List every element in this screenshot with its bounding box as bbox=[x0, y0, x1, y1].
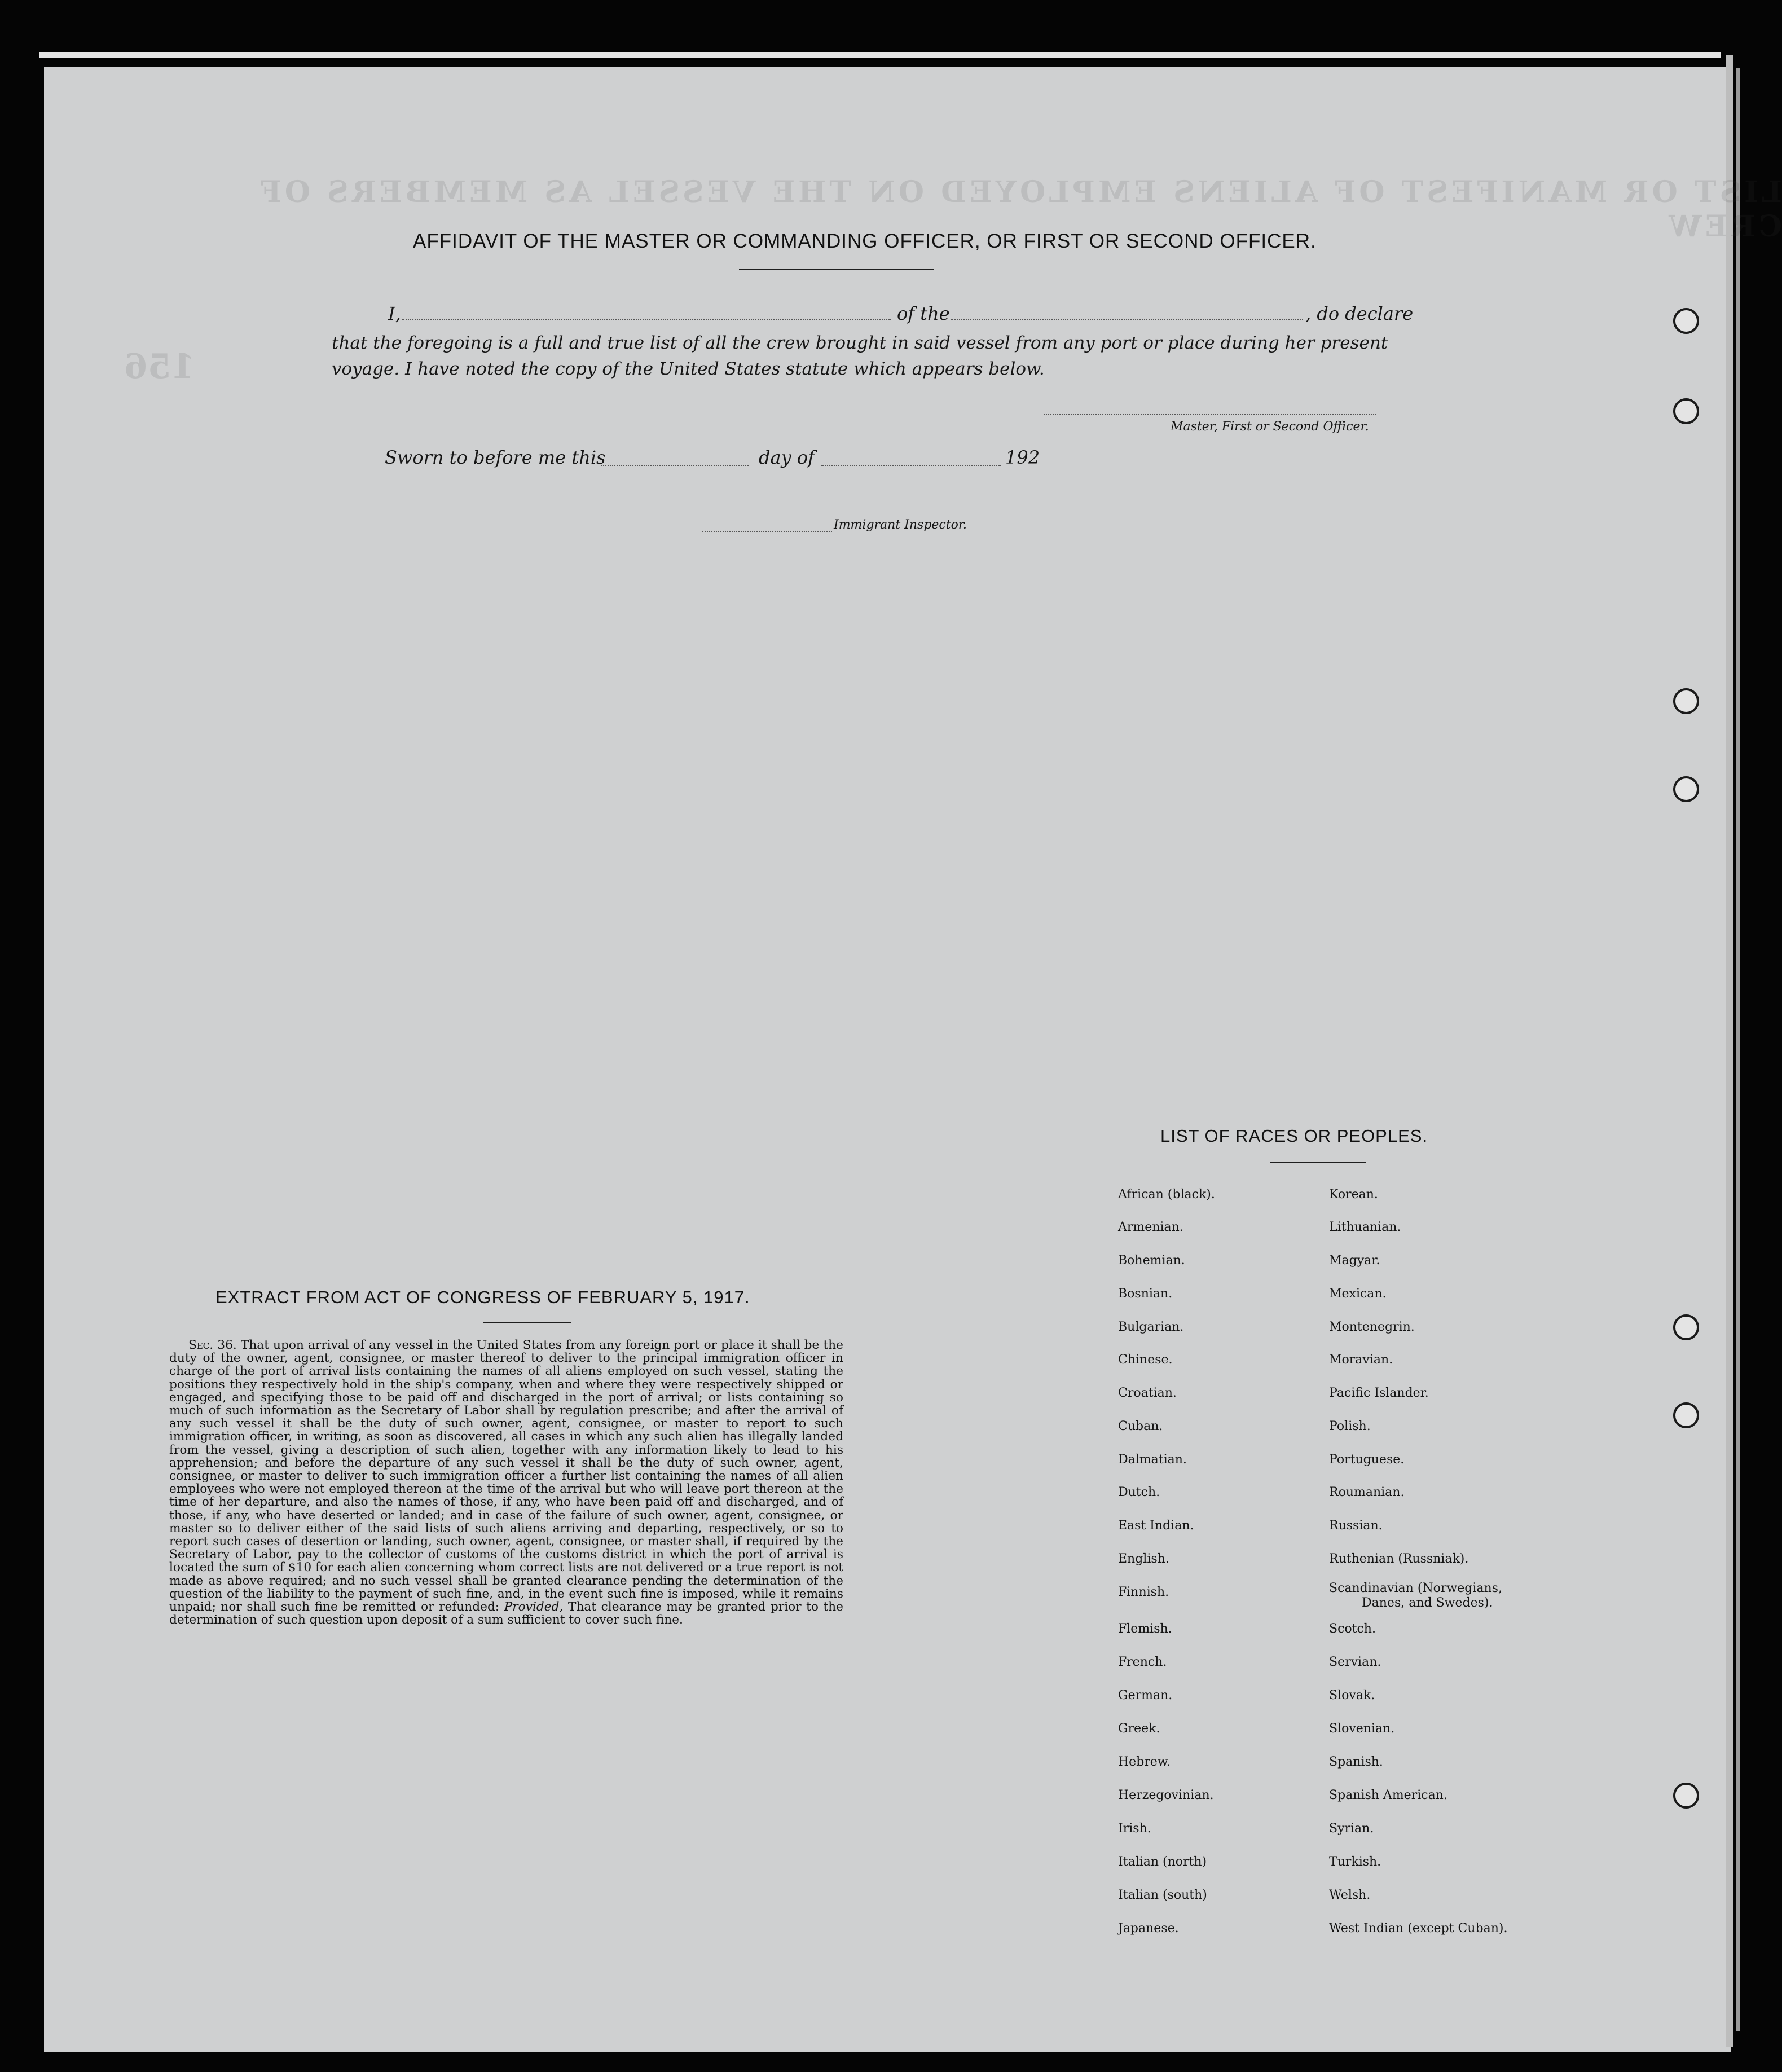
race-item: Italian (south) bbox=[1118, 1888, 1207, 1902]
race-item-continuation: Danes, and Swedes). bbox=[1362, 1596, 1493, 1610]
sworn-month-field[interactable] bbox=[821, 447, 1001, 466]
race-item: East Indian. bbox=[1118, 1519, 1194, 1533]
do-declare-label: , do declare bbox=[1305, 303, 1414, 324]
race-item: Magyar. bbox=[1329, 1253, 1380, 1268]
section-label: Sec. 36. bbox=[188, 1338, 237, 1352]
race-item: Montenegrin. bbox=[1329, 1320, 1415, 1334]
race-item: English. bbox=[1118, 1552, 1169, 1566]
provided-label: Provided, bbox=[504, 1600, 564, 1615]
binder-hole-6 bbox=[1673, 1402, 1699, 1428]
sworn-day-of-label: day of bbox=[759, 447, 815, 468]
page-edge-right-2 bbox=[1736, 68, 1740, 2031]
race-item: Slovak. bbox=[1329, 1688, 1375, 1703]
race-item: French. bbox=[1118, 1655, 1167, 1669]
race-item: Bosnian. bbox=[1118, 1287, 1173, 1301]
race-item: Scandinavian (Norwegians, bbox=[1329, 1581, 1502, 1595]
race-item: Spanish. bbox=[1329, 1755, 1383, 1769]
race-item: Ruthenian (Russniak). bbox=[1329, 1552, 1469, 1566]
race-item: Dutch. bbox=[1118, 1485, 1160, 1499]
binder-hole-5 bbox=[1673, 1314, 1699, 1340]
race-item: Lithuanian. bbox=[1329, 1220, 1401, 1234]
race-item: African (black). bbox=[1118, 1187, 1215, 1202]
sworn-year-label: 192 bbox=[1005, 447, 1040, 468]
race-item: Croatian. bbox=[1118, 1386, 1177, 1400]
race-item: Korean. bbox=[1329, 1187, 1378, 1202]
race-item: Dalmatian. bbox=[1118, 1453, 1187, 1467]
affidavit-statement-line-2: that the foregoing is a full and true list of all the crew brought in said vessel from any port or place during her present bbox=[332, 333, 1388, 353]
bleed-through-number: 156 bbox=[124, 347, 195, 386]
extract-title: EXTRACT FROM ACT OF CONGRESS OF FEBRUARY 5, 1917. bbox=[215, 1287, 750, 1307]
affidavit-title-rule bbox=[739, 269, 934, 270]
race-item: Cuban. bbox=[1118, 1419, 1163, 1433]
race-item: Welsh. bbox=[1329, 1888, 1371, 1902]
race-item: Bohemian. bbox=[1118, 1253, 1185, 1268]
extract-title-rule bbox=[483, 1322, 571, 1323]
inspector-signature-line[interactable] bbox=[702, 516, 832, 532]
race-item: Spanish American. bbox=[1329, 1788, 1447, 1802]
declarant-label: I, bbox=[388, 303, 401, 324]
declarant-name-field[interactable] bbox=[402, 302, 891, 320]
master-signature-line[interactable] bbox=[1044, 398, 1376, 415]
inspector-label: Immigrant Inspector. bbox=[834, 518, 967, 532]
race-item: Scotch. bbox=[1329, 1622, 1376, 1636]
race-item: Japanese. bbox=[1118, 1921, 1179, 1935]
race-item: Armenian. bbox=[1118, 1220, 1183, 1234]
binder-hole-2 bbox=[1673, 398, 1699, 424]
race-item: Hebrew. bbox=[1118, 1755, 1171, 1769]
race-item: Pacific Islander. bbox=[1329, 1386, 1429, 1400]
races-title: LIST OF RACES OR PEOPLES. bbox=[1160, 1126, 1428, 1146]
affidavit-title: AFFIDAVIT OF THE MASTER OR COMMANDING OFFICER, OR FIRST OR SECOND OFFICER. bbox=[413, 230, 1317, 252]
master-signature-label: Master, First or Second Officer. bbox=[1171, 420, 1369, 434]
race-item: Servian. bbox=[1329, 1655, 1381, 1669]
sworn-day-field[interactable] bbox=[601, 447, 749, 466]
page-edge-right bbox=[1726, 55, 1733, 2047]
race-item: Herzegovinian. bbox=[1118, 1788, 1214, 1802]
binder-hole-1 bbox=[1673, 308, 1699, 334]
race-item: Flemish. bbox=[1118, 1622, 1172, 1636]
extract-section-36 bbox=[169, 1339, 843, 1626]
race-item: Mexican. bbox=[1329, 1287, 1387, 1301]
race-item: Slovenian. bbox=[1329, 1722, 1395, 1736]
section-body: That upon arrival of any vessel in the United States from any foreign port or place it shall be the duty of the owner, agent, consignee, or master thereof to deliver to the principal immigration officer in charge of the port of arrival lists containing the names of all aliens employed on such vessel, stating the positions they respectively hold in the ship's company, when and where they were respectively shipped or engaged, and specifying those to be paid off and discharged in the port of arrival; or lists containing so much of such information as the Secretary of Labor shall by regulation prescribe; and after the arrival of any such vessel it shall be the duty of such owner, agent, consignee, or master to report to such immigration officer, in writing, as soon as discovered, all cases in which any such alien has illegally landed from the vessel, giving a description of such alien, together with any information likely to lead to his apprehension; and before the departure of any such vessel it shall be the duty of such owner, agent, consignee, or master to deliver to such immigration officer a further list containing the names of all alien employees who were not employed thereon at the time of the arrival but who will leave port thereon at the time of her departure, and also the names of those, if any, who have been paid off and discharged, and of those, if any, who have deserted or landed; and in case of the failure of such owner, agent, consignee, or master so to deliver either of the said lists of such aliens arriving and departing, respectively, or so to report such cases of desertion or landing, such owner, agent, consignee, or master shall, if required by the Secretary of Labor, pay to the collector of customs of the customs district in which the port of arrival is located the sum of $10 for each alien concerning whom correct lists are not delivered or a true report is not made as above required; and no such vessel shall be granted clearance pending the determination of the question of the liability to the payment of such fine, and, in the event such fine is imposed, while it remains unpaid; nor shall such fine be remitted or refunded: bbox=[169, 1338, 843, 1615]
race-item: Finnish. bbox=[1118, 1585, 1169, 1599]
race-item: Roumanian. bbox=[1329, 1485, 1405, 1499]
race-item: Italian (north) bbox=[1118, 1855, 1207, 1869]
race-item: Irish. bbox=[1118, 1822, 1151, 1836]
race-item: Russian. bbox=[1329, 1519, 1383, 1533]
provided-text: That clearance may be granted prior to the determination of such question upon deposit of a sum sufficient to cover such fine. bbox=[169, 1600, 843, 1627]
race-item: Polish. bbox=[1329, 1419, 1371, 1433]
race-item: Moravian. bbox=[1329, 1353, 1393, 1367]
binder-hole-4 bbox=[1673, 776, 1699, 802]
sworn-prefix: Sworn to before me this bbox=[385, 447, 606, 468]
race-item: Syrian. bbox=[1329, 1822, 1374, 1836]
race-item: Chinese. bbox=[1118, 1353, 1173, 1367]
race-item: Greek. bbox=[1118, 1722, 1160, 1736]
page-edge-top bbox=[39, 52, 1721, 58]
race-item: West Indian (except Cuban). bbox=[1329, 1921, 1508, 1935]
bleed-through-heading: LIST OR MANIFEST OF ALIENS EMPLOYED ON THE VESSEL AS MEMBERS OF CREW bbox=[257, 175, 1782, 244]
race-item: Turkish. bbox=[1329, 1855, 1381, 1869]
race-item: Portuguese. bbox=[1329, 1453, 1405, 1467]
race-item: Bulgarian. bbox=[1118, 1320, 1184, 1334]
binder-hole-7 bbox=[1673, 1783, 1699, 1809]
affidavit-statement-line-3: voyage. I have noted the copy of the United States statute which appears below. bbox=[332, 359, 1045, 379]
vessel-name-field[interactable] bbox=[951, 302, 1303, 320]
binder-hole-3 bbox=[1673, 688, 1699, 714]
races-title-rule bbox=[1270, 1162, 1366, 1163]
of-the-label: of the bbox=[897, 303, 950, 324]
race-item: German. bbox=[1118, 1688, 1173, 1703]
